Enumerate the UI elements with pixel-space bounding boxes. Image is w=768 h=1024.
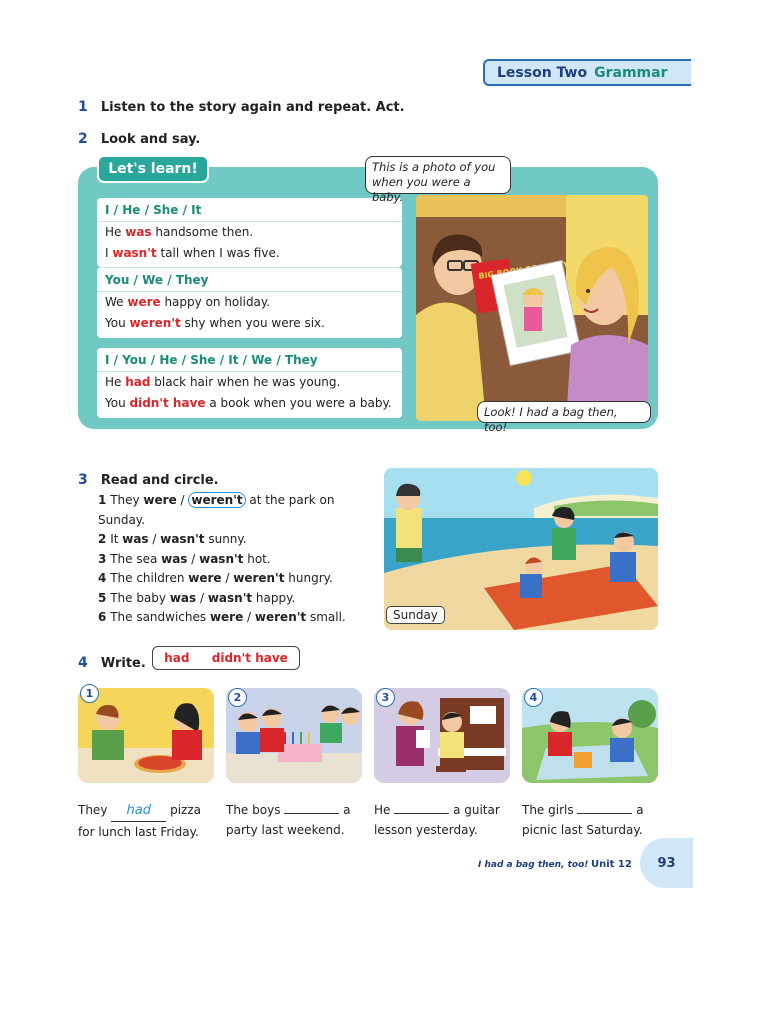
sentence-4: The girls a picnic last Saturday. [522,803,644,837]
card-heading: I / He / She / It [97,198,402,222]
footer-unit: Unit 12 [591,859,632,870]
exercise-instruction: Listen to the story again and repeat. Act. [100,100,405,115]
grammar-card-3 [97,348,402,418]
answer-blank[interactable] [577,813,632,814]
bubble-line: This is a photo of you [372,160,496,174]
option-b[interactable]: wasn't [207,590,253,605]
option-b[interactable]: weren't [233,571,285,585]
picture-1-pizza [78,688,214,783]
sentence-1: They had pizza for lunch last Friday. [78,803,201,839]
list-item: 2 It was / wasn't sunny. [98,532,247,546]
exercise-3-list [98,491,383,628]
example-sentence: He had black hair when he was young. [105,375,341,389]
option-b[interactable]: weren't [254,610,307,624]
word-bank-item: didn't have [211,651,288,665]
footer-story-title: I had a bag then, too! [478,860,589,870]
book-cover-text: BIG [477,269,495,281]
option-b-circled[interactable]: weren't [188,492,245,508]
example-sentence: He was handsome then. [105,225,254,239]
exercise-instruction: Write. [100,656,146,671]
list-item: 1 They were / weren't at the park on Sunday. [98,493,335,527]
picture-number: 2 [228,688,247,707]
picture-number: 4 [524,688,543,707]
lets-learn-title: Let's learn! [97,155,209,183]
list-item: 6 The sandwiches were / weren't small. [98,610,346,624]
exercise-number: 4 [78,655,88,671]
lesson-label: Lesson Two [497,64,588,81]
word-bank [152,646,300,670]
card-heading: You / We / They [97,268,402,292]
picture-2-party [226,688,362,783]
exercise-instruction: Read and circle. [100,473,219,488]
example-sentence: You didn't have a book when you were a baby. [105,396,392,410]
example-sentence: You weren't shy when you were six. [105,316,325,330]
grammar-card-1 [97,198,402,267]
scene-day-label: Sunday [386,606,445,624]
speech-bubble-bottom: Look! I had a bag then, too! [477,401,651,423]
picture-number: 1 [80,684,99,703]
exercise-1 [78,96,405,115]
answer-blank[interactable] [284,813,339,814]
exercise-4-heading [78,652,146,671]
bubble-line: when you were a baby. [372,175,471,204]
list-item: 3 The sea was / wasn't hot. [98,551,271,566]
sentence-2: The boys a party last weekend. [226,803,351,837]
word-bank-item: had [164,651,190,665]
lesson-topic: Grammar [594,64,668,81]
option-a[interactable]: was [169,590,197,605]
lesson-header-tab [483,59,691,86]
exercise-number: 1 [78,99,88,115]
option-a[interactable]: was [122,532,149,546]
exercise-2 [78,128,200,147]
grammar-card-2 [97,267,402,338]
exercise-3-heading [78,469,219,488]
option-a[interactable]: was [161,551,188,566]
beach-scene-illustration [384,468,658,630]
option-b[interactable]: wasn't [199,551,244,566]
example-sentence: I wasn't tall when I was five. [105,246,280,260]
option-b[interactable]: wasn't [160,532,205,546]
answer-blank[interactable]: had [111,801,166,822]
option-a[interactable]: were [143,493,177,507]
list-item: 4 The children were / weren't hungry. [98,571,333,585]
answer-blank[interactable] [394,813,449,814]
sentence-3: He a guitar lesson yesterday. [374,803,500,837]
photo-album-illustration [416,195,648,421]
exercise-number: 2 [78,131,88,147]
picture-4-picnic [522,688,658,783]
card-heading: I / You / He / She / It / We / They [97,348,402,372]
list-item: 5 The baby was / wasn't happy. [98,590,296,605]
picture-number: 3 [376,688,395,707]
exercise-instruction: Look and say. [100,132,201,147]
option-a[interactable]: were [209,610,244,624]
page-number: 93 [640,838,693,888]
picture-3-lesson [374,688,510,783]
exercise-number: 3 [78,472,88,488]
speech-bubble-top [365,156,511,204]
option-a[interactable]: were [188,571,222,585]
example-sentence: We were happy on holiday. [105,295,271,309]
